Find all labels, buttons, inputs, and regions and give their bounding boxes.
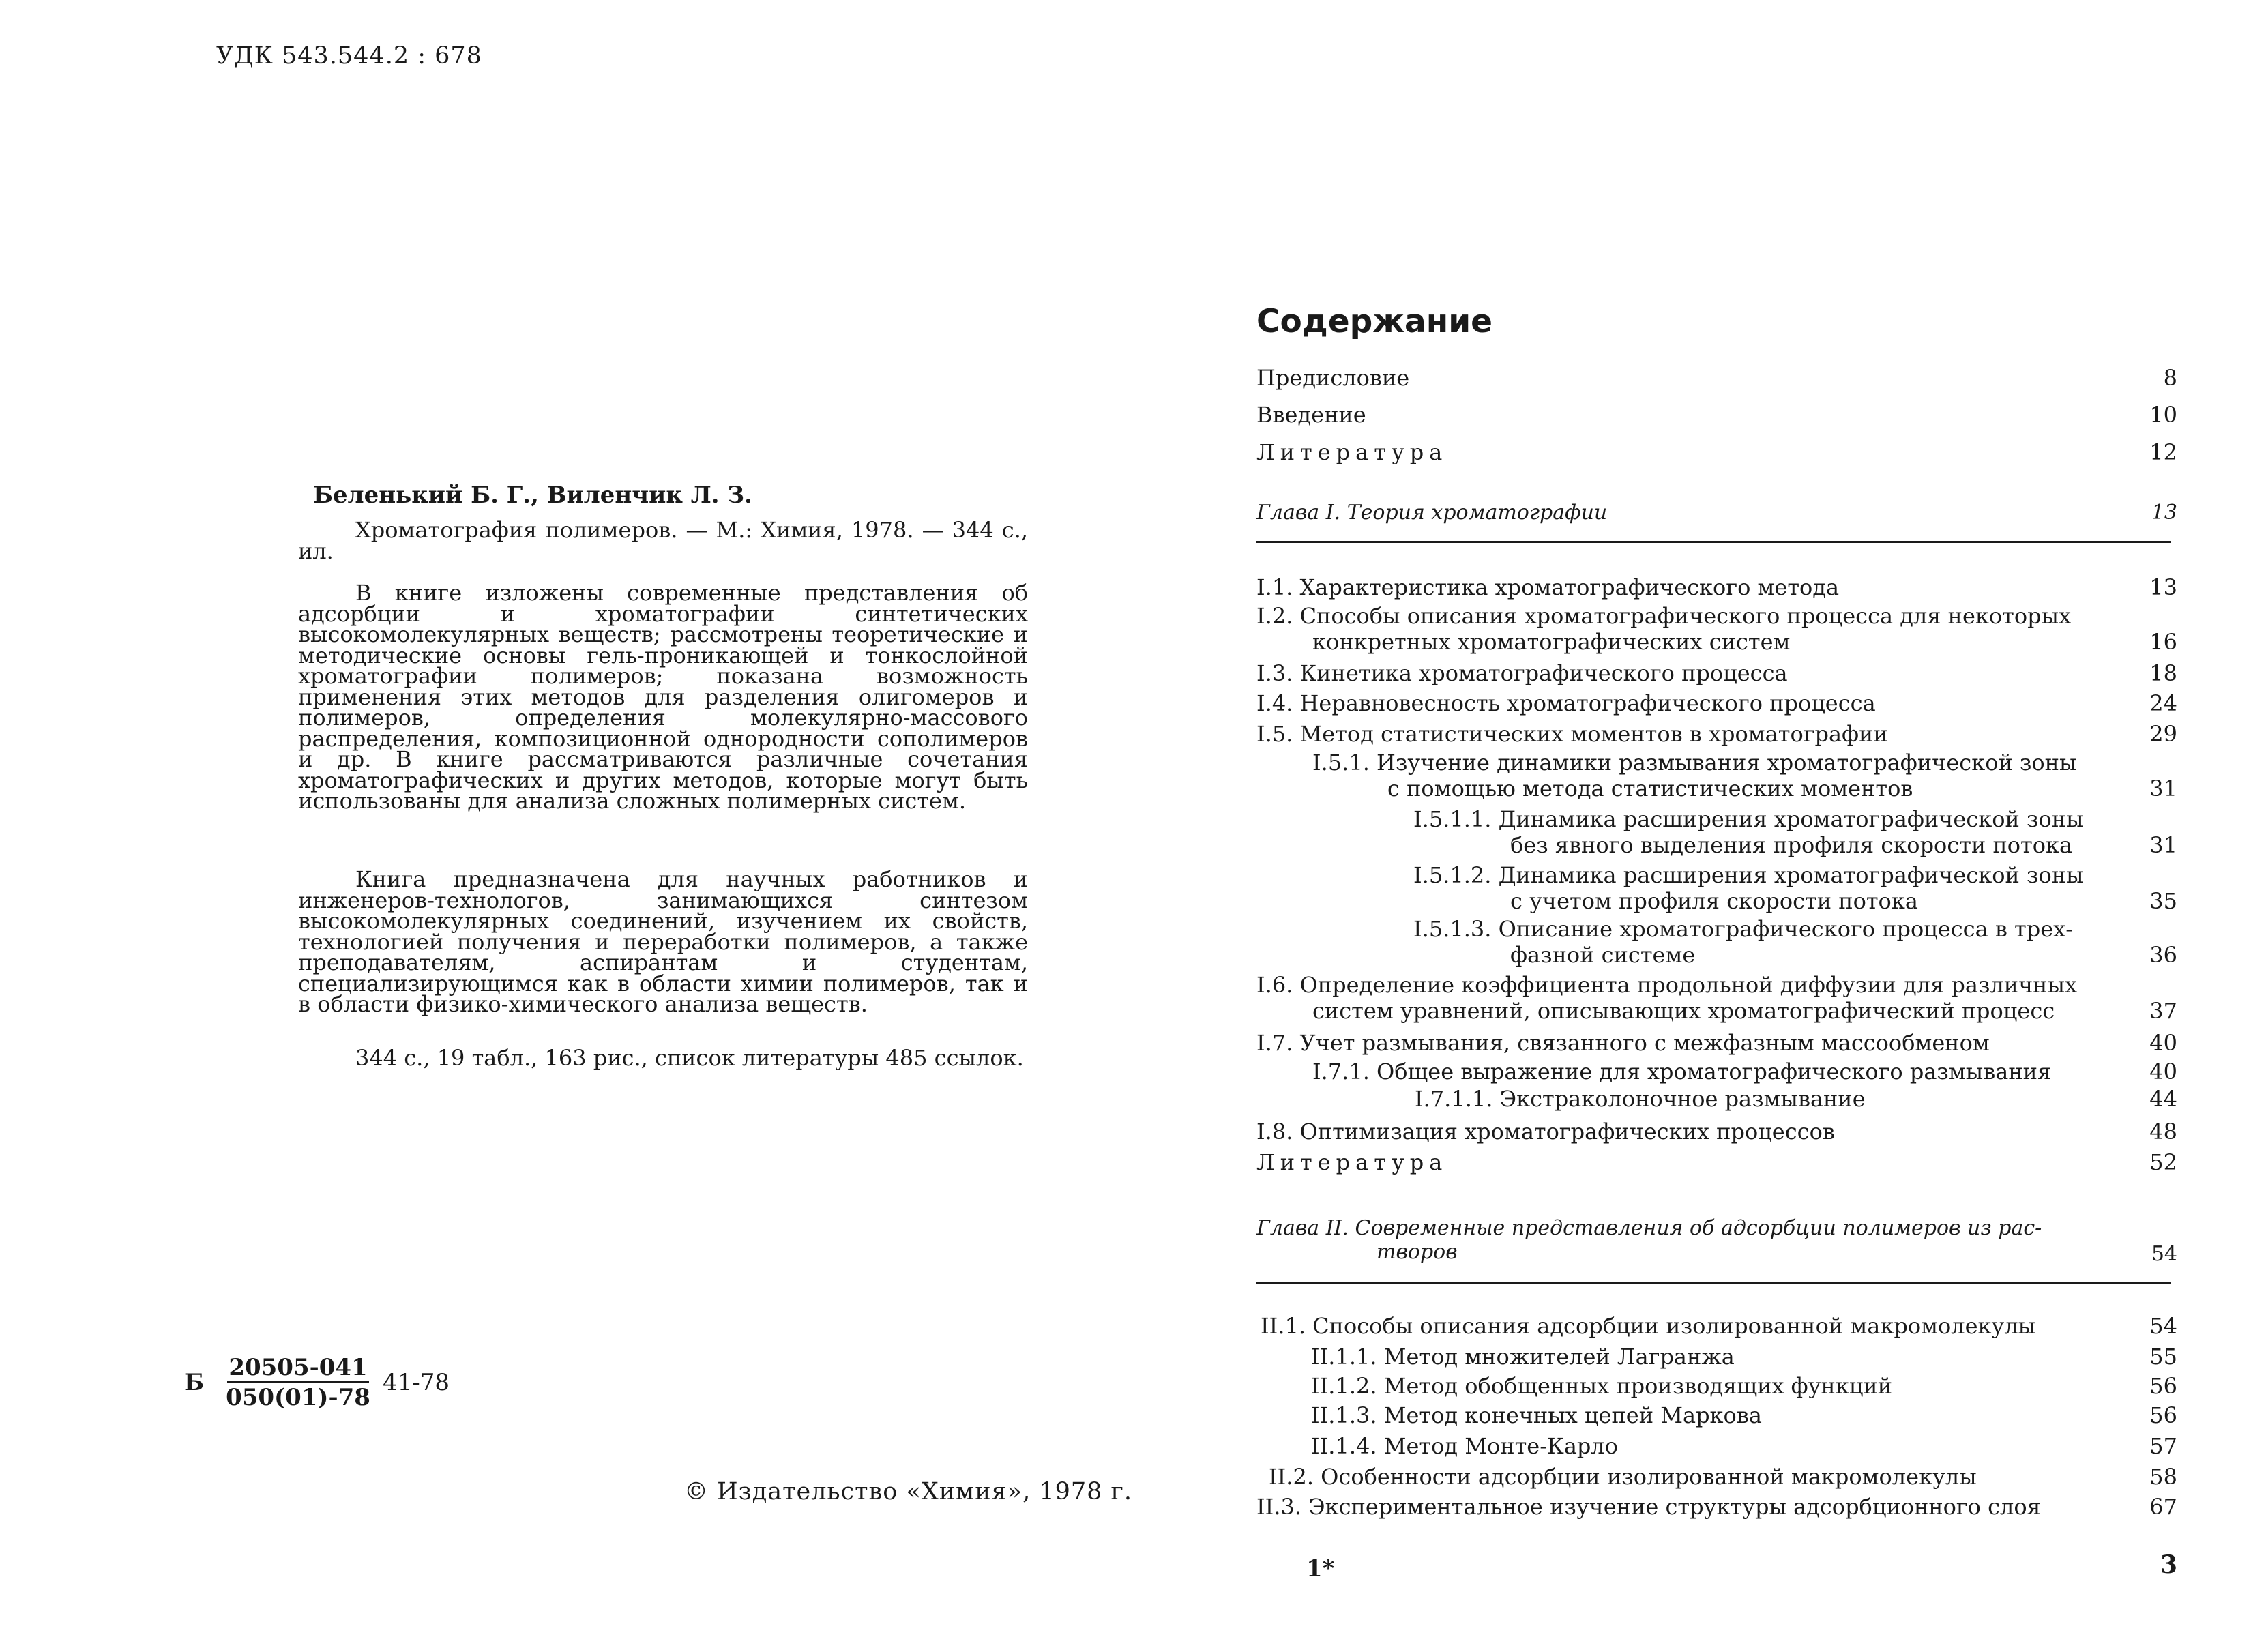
toc-entry-1-5-1[interactable]	[1312, 750, 2177, 801]
toc-page: 58	[2149, 1464, 2177, 1490]
toc-entry-2-1-4[interactable]	[1311, 1433, 2177, 1459]
bbk-numerator: 20505-041	[227, 1354, 368, 1383]
bbk-fraction	[226, 1353, 370, 1413]
toc-label: I.7.1.1. Экстраколоночное размывание	[1415, 1086, 1866, 1112]
chapter-1-rule	[1256, 541, 2171, 543]
toc-label: I.6. Определение коэффициента продольной диффузии для различных	[1256, 972, 2078, 998]
toc-page: 12	[2149, 439, 2177, 465]
toc-label: I.7.1. Общее выражение для хроматографического размывания	[1312, 1059, 2052, 1085]
toc-label: Литература	[1256, 1149, 1448, 1175]
toc-entry-1-5-1-2[interactable]	[1413, 862, 2177, 914]
purpose-text: Книга предназначена для научных работников и инженеров-технологов, занимающихся синтезом высокомолекулярных соединений, изучением их свойств, технологией получения и переработки полимеров, а также преподавателям, аспирантам и студентам, специализирующимся как в области химии полимеров, так и в области физико-химического анализа веществ.	[298, 866, 1028, 1017]
toc-label: I.1. Характеристика хроматографического метода	[1256, 574, 1840, 600]
toc-label: Введение	[1256, 402, 1366, 428]
toc-page: 35	[2149, 888, 2177, 914]
toc-page: 52	[2149, 1149, 2177, 1175]
abstract-text: В книге изложены современные представления об адсорбции и хроматографии синтетических высокомолекулярных веществ; рассмотрены теоретические и методические основы гель-проникающей и тонкослойной хроматографии полимеров; показана возможность применения этих методов для разделения олигомеров и полимеров, определения молекулярно-массового распределения, композиционной однородности сополимеров и др. В книге рассматриваются различные сочетания хроматографических и других методов, которые могут быть использованы для анализа сложных полимерных систем.	[298, 580, 1028, 814]
toc-entry-introduction[interactable]	[1256, 402, 2177, 428]
toc-entry-1-2[interactable]	[1256, 603, 2177, 655]
toc-page: 57	[2149, 1433, 2177, 1459]
table-of-contents	[1256, 0, 2177, 1652]
toc-label-cont: с помощью метода статистических моментов	[1387, 776, 1913, 801]
toc-entry-2-1[interactable]	[1261, 1313, 2177, 1339]
toc-page: 40	[2149, 1059, 2177, 1085]
toc-label: Литература	[1256, 439, 1448, 465]
toc-entry-1-6[interactable]	[1256, 972, 2177, 1024]
book-authors: Беленький Б. Г., Виленчик Л. З.	[313, 482, 752, 509]
toc-entry-2-1-1[interactable]	[1311, 1344, 2177, 1370]
toc-entry-1-4[interactable]	[1256, 690, 2177, 716]
toc-label: II.3. Экспериментальное изучение структуры адсорбционного слоя	[1256, 1494, 2041, 1520]
toc-entry-1-3[interactable]	[1256, 660, 2177, 686]
book-abstract	[298, 582, 1028, 812]
toc-page: 44	[2149, 1086, 2177, 1112]
toc-label: I.5.1. Изучение динамики размывания хроматографической зоны	[1312, 750, 2077, 776]
toc-entry-2-1-2[interactable]	[1311, 1373, 2177, 1399]
bbk-letter: Б	[184, 1369, 205, 1396]
udk-code: УДК 543.544.2 : 678	[216, 42, 482, 70]
toc-chapter-1[interactable]	[1256, 501, 2177, 525]
title-line-text: Хроматография полимеров. — М.: Химия, 1978. — 344 с., ил.	[298, 517, 1028, 564]
toc-entry-1-7[interactable]	[1256, 1030, 2177, 1056]
toc-entry-1-1[interactable]	[1256, 574, 2177, 600]
toc-label-cont: с учетом профиля скорости потока	[1510, 888, 1918, 914]
chapter-2-rule	[1256, 1282, 2171, 1284]
toc-page: 18	[2149, 660, 2177, 686]
toc-entry-literature-1[interactable]	[1256, 1149, 2177, 1175]
toc-page: 31	[2149, 832, 2177, 858]
toc-entry-preface[interactable]	[1256, 365, 2177, 391]
toc-label: Предисловие	[1256, 365, 1410, 391]
toc-page: 13	[2149, 574, 2177, 600]
toc-entry-literature[interactable]	[1256, 439, 2177, 465]
signature-mark: 1*	[1306, 1555, 1335, 1582]
toc-page: 54	[2149, 1313, 2177, 1339]
toc-label: I.2. Способы описания хроматографического процесса для некоторых	[1256, 603, 2072, 629]
bbk-index	[184, 1353, 450, 1413]
toc-page: 8	[2163, 365, 2177, 391]
toc-label: II.2. Особенности адсорбции изолированной макромолекулы	[1269, 1464, 1977, 1490]
toc-label-cont: без явного выделения профиля скорости потока	[1510, 832, 2073, 858]
toc-label-cont: систем уравнений, описывающих хроматографический процесс	[1312, 998, 2055, 1024]
toc-label: I.5.1.3. Описание хроматографического процесса в трех-	[1413, 916, 2074, 942]
toc-page: 16	[2149, 629, 2177, 655]
toc-page: 37	[2149, 998, 2177, 1024]
toc-entry-2-2[interactable]	[1269, 1464, 2177, 1490]
toc-entry-1-8[interactable]	[1256, 1119, 2177, 1145]
toc-entry-1-7-1-1[interactable]	[1415, 1086, 2177, 1112]
toc-entry-1-5[interactable]	[1256, 721, 2177, 747]
toc-entry-1-5-1-1[interactable]	[1413, 806, 2177, 858]
toc-label: I.5. Метод статистических моментов в хроматографии	[1256, 721, 1888, 747]
toc-entry-1-7-1[interactable]	[1312, 1059, 2177, 1085]
bbk-tail: 41-78	[382, 1369, 450, 1396]
toc-label: I.7. Учет размывания, связанного с межфазным массообменом	[1256, 1030, 1990, 1056]
toc-entry-1-5-1-3[interactable]	[1413, 916, 2177, 968]
page-number: 3	[2160, 1550, 2178, 1579]
toc-page: 10	[2149, 402, 2177, 428]
toc-label: II.1.3. Метод конечных цепей Маркова	[1311, 1402, 1762, 1428]
toc-label: II.1.2. Метод обобщенных производящих функций	[1311, 1373, 1893, 1399]
bbk-denominator: 050(01)-78	[226, 1384, 370, 1411]
toc-page: 36	[2149, 942, 2177, 968]
book-stats	[298, 1045, 1028, 1071]
toc-page: 56	[2149, 1402, 2177, 1428]
toc-label-cont: конкретных хроматографических систем	[1312, 629, 1791, 655]
toc-page: 40	[2149, 1030, 2177, 1056]
copyright-line: © Издательство «Химия», 1978 г.	[684, 1478, 1133, 1505]
contents-heading: Содержание	[1256, 303, 1493, 340]
toc-entry-2-1-3[interactable]	[1311, 1402, 2177, 1428]
toc-page: 67	[2149, 1494, 2177, 1520]
toc-page: 13	[2151, 501, 2177, 525]
toc-label: I.3. Кинетика хроматографического процесса	[1256, 660, 1788, 686]
toc-entry-2-3[interactable]	[1256, 1494, 2177, 1520]
toc-page: 29	[2149, 721, 2177, 747]
toc-label: Глава I. Теория хроматографии	[1256, 501, 1608, 525]
toc-label: II.1.1. Метод множителей Лагранжа	[1311, 1344, 1735, 1370]
toc-page: 56	[2149, 1373, 2177, 1399]
toc-label-cont: фазной системе	[1510, 942, 1696, 968]
book-title-line	[298, 517, 1028, 564]
stats-text: 344 с., 19 табл., 163 рис., список литературы 485 ссылок.	[355, 1045, 1024, 1071]
toc-page: 31	[2149, 776, 2177, 801]
toc-label-cont: творов	[1377, 1240, 1458, 1264]
toc-label: I.5.1.2. Динамика расширения хроматографической зоны	[1413, 862, 2084, 888]
toc-label: II.1. Способы описания адсорбции изолированной макромолекулы	[1261, 1313, 2036, 1339]
toc-page: 24	[2149, 690, 2177, 716]
toc-chapter-2[interactable]	[1256, 1216, 2177, 1264]
toc-page: 48	[2149, 1119, 2177, 1145]
toc-label: I.8. Оптимизация хроматографических процессов	[1256, 1119, 1835, 1145]
toc-page: 54	[2151, 1242, 2177, 1266]
toc-label: Глава II. Современные представления об адсорбции полимеров из рас-	[1256, 1216, 2042, 1240]
toc-label: I.4. Неравновесность хроматографического процесса	[1256, 690, 1876, 716]
toc-label: II.1.4. Метод Монте-Карло	[1311, 1433, 1618, 1459]
toc-page: 55	[2149, 1344, 2177, 1370]
book-purpose	[298, 866, 1028, 1017]
toc-label: I.5.1.1. Динамика расширения хроматографической зоны	[1413, 806, 2084, 832]
